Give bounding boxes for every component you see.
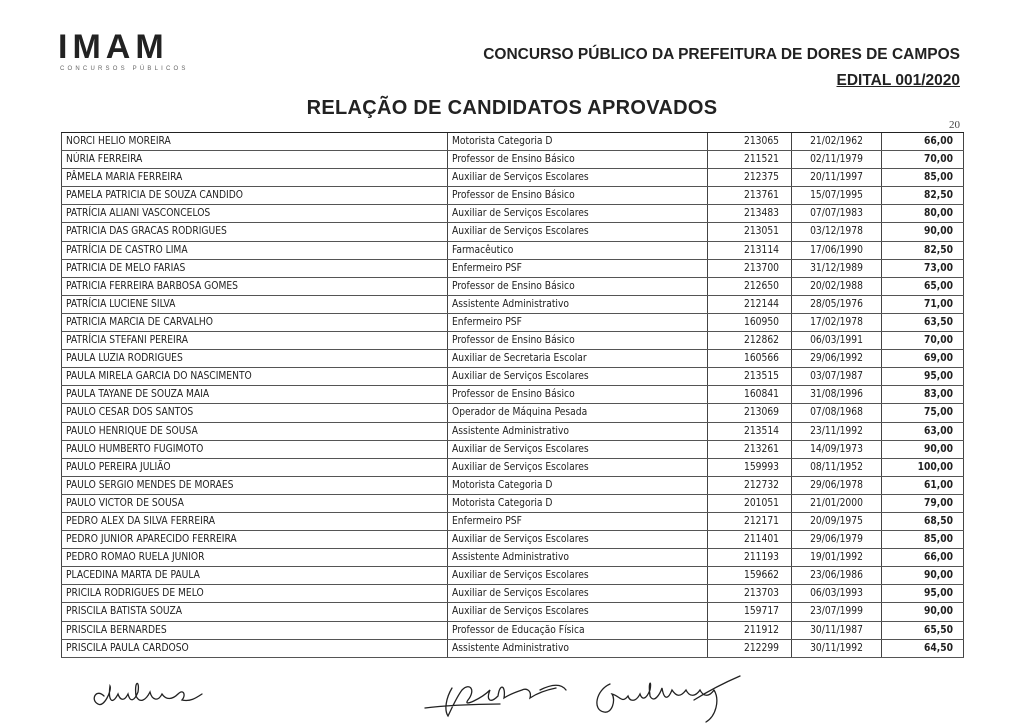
- job-title-cell: Assistente Administrativo: [447, 640, 707, 657]
- candidate-name-cell: PAULO PEREIRA JULIÃO: [61, 459, 447, 476]
- candidate-name-cell: PATRÍCIA DE CASTRO LIMA: [61, 242, 447, 259]
- table-row: [61, 531, 964, 549]
- table-row: [61, 404, 964, 422]
- job-title-cell: Enfermeiro PSF: [447, 314, 707, 331]
- score-cell: 70,00: [881, 151, 964, 168]
- table-row: [61, 296, 964, 314]
- candidate-name-cell: PRICILA RODRIGUES DE MELO: [61, 585, 447, 602]
- job-title-cell: Professor de Ensino Básico: [447, 386, 707, 403]
- birth-date-cell: 31/12/1989: [791, 260, 881, 277]
- birth-date-cell: 29/06/1992: [791, 350, 881, 367]
- score-cell: 66,00: [881, 549, 964, 566]
- score-cell: 73,00: [881, 260, 964, 277]
- birth-date-cell: 02/11/1979: [791, 151, 881, 168]
- birth-date-cell: 20/11/1997: [791, 169, 881, 186]
- registration-number-cell: 212650: [707, 278, 791, 295]
- score-cell: 75,00: [881, 404, 964, 421]
- score-cell: 68,50: [881, 513, 964, 530]
- table-row: [61, 513, 964, 531]
- table-row: [61, 187, 964, 205]
- birth-date-cell: 03/12/1978: [791, 223, 881, 240]
- candidate-name-cell: PAULO SERGIO MENDES DE MORAES: [61, 477, 447, 494]
- signature-2: [425, 685, 566, 716]
- table-row: [61, 441, 964, 459]
- registration-number-cell: 159717: [707, 603, 791, 620]
- table-row: [61, 603, 964, 621]
- score-cell: 63,00: [881, 423, 964, 440]
- table-row: [61, 278, 964, 296]
- job-title-cell: Motorista Categoria D: [447, 477, 707, 494]
- registration-number-cell: 213514: [707, 423, 791, 440]
- candidate-name-cell: PEDRO ALEX DA SILVA FERREIRA: [61, 513, 447, 530]
- table-row: [61, 151, 964, 169]
- birth-date-cell: 23/11/1992: [791, 423, 881, 440]
- birth-date-cell: 15/07/1995: [791, 187, 881, 204]
- score-cell: 83,00: [881, 386, 964, 403]
- registration-number-cell: 213114: [707, 242, 791, 259]
- table-row: [61, 368, 964, 386]
- job-title-cell: Enfermeiro PSF: [447, 513, 707, 530]
- birth-date-cell: 14/09/1973: [791, 441, 881, 458]
- table-row: [61, 549, 964, 567]
- job-title-cell: Motorista Categoria D: [447, 133, 707, 150]
- signature-1: [94, 683, 202, 704]
- signatures: [0, 660, 1024, 727]
- birth-date-cell: 29/06/1979: [791, 531, 881, 548]
- table-row: [61, 386, 964, 404]
- birth-date-cell: 20/02/1988: [791, 278, 881, 295]
- table-row: [61, 459, 964, 477]
- candidate-name-cell: PÂMELA MARIA FERREIRA: [61, 169, 447, 186]
- birth-date-cell: 03/07/1987: [791, 368, 881, 385]
- score-cell: 95,00: [881, 368, 964, 385]
- score-cell: 71,00: [881, 296, 964, 313]
- score-cell: 90,00: [881, 567, 964, 584]
- registration-number-cell: 213051: [707, 223, 791, 240]
- table-row: [61, 133, 964, 151]
- job-title-cell: Auxiliar de Serviços Escolares: [447, 603, 707, 620]
- candidate-name-cell: PAULO HENRIQUE DE SOUSA: [61, 423, 447, 440]
- table-row: [61, 314, 964, 332]
- table-row: [61, 423, 964, 441]
- job-title-cell: Auxiliar de Serviços Escolares: [447, 368, 707, 385]
- candidate-name-cell: PATRICIA DAS GRACAS RODRIGUES: [61, 223, 447, 240]
- birth-date-cell: 23/06/1986: [791, 567, 881, 584]
- job-title-cell: Auxiliar de Serviços Escolares: [447, 567, 707, 584]
- registration-number-cell: 211401: [707, 531, 791, 548]
- job-title-cell: Professor de Ensino Básico: [447, 151, 707, 168]
- registration-number-cell: 213261: [707, 441, 791, 458]
- registration-number-cell: 211521: [707, 151, 791, 168]
- birth-date-cell: 23/07/1999: [791, 603, 881, 620]
- candidate-name-cell: PAULO VICTOR DE SOUSA: [61, 495, 447, 512]
- approved-candidates-table: [61, 132, 964, 658]
- birth-date-cell: 21/02/1962: [791, 133, 881, 150]
- score-cell: 85,00: [881, 531, 964, 548]
- table-row: [61, 242, 964, 260]
- birth-date-cell: 21/01/2000: [791, 495, 881, 512]
- job-title-cell: Operador de Máquina Pesada: [447, 404, 707, 421]
- registration-number-cell: 160950: [707, 314, 791, 331]
- table-row: [61, 640, 964, 658]
- registration-number-cell: 212144: [707, 296, 791, 313]
- score-cell: 82,50: [881, 187, 964, 204]
- registration-number-cell: 211912: [707, 622, 791, 639]
- document-header-title: CONCURSO PÚBLICO DA PREFEITURA DE DORES DE CAMPOS: [483, 46, 960, 63]
- registration-number-cell: 213515: [707, 368, 791, 385]
- job-title-cell: Auxiliar de Serviços Escolares: [447, 169, 707, 186]
- score-cell: 70,00: [881, 332, 964, 349]
- candidate-name-cell: PAULO CESAR DOS SANTOS: [61, 404, 447, 421]
- table-row: [61, 350, 964, 368]
- table-row: [61, 495, 964, 513]
- candidate-name-cell: PATRICIA DE MELO FARIAS: [61, 260, 447, 277]
- edital-number: EDITAL 001/2020: [836, 72, 960, 89]
- job-title-cell: Auxiliar de Serviços Escolares: [447, 223, 707, 240]
- logo-subtitle: CONCURSOS PÚBLICOS: [60, 66, 189, 72]
- score-cell: 90,00: [881, 441, 964, 458]
- imam-logo: [58, 30, 189, 72]
- score-cell: 79,00: [881, 495, 964, 512]
- score-cell: 90,00: [881, 603, 964, 620]
- candidate-name-cell: PAULO HUMBERTO FUGIMOTO: [61, 441, 447, 458]
- job-title-cell: Auxiliar de Serviços Escolares: [447, 205, 707, 222]
- registration-number-cell: 212375: [707, 169, 791, 186]
- registration-number-cell: 213703: [707, 585, 791, 602]
- score-cell: 82,50: [881, 242, 964, 259]
- table-row: [61, 223, 964, 241]
- candidate-name-cell: PATRICIA FERREIRA BARBOSA GOMES: [61, 278, 447, 295]
- score-cell: 65,50: [881, 622, 964, 639]
- score-cell: 85,00: [881, 169, 964, 186]
- birth-date-cell: 06/03/1993: [791, 585, 881, 602]
- job-title-cell: Enfermeiro PSF: [447, 260, 707, 277]
- candidate-name-cell: PAULA MIRELA GARCIA DO NASCIMENTO: [61, 368, 447, 385]
- job-title-cell: Auxiliar de Serviços Escolares: [447, 441, 707, 458]
- table-row: [61, 622, 964, 640]
- candidate-name-cell: PAMELA PATRICIA DE SOUZA CANDIDO: [61, 187, 447, 204]
- page-number: 20: [949, 119, 960, 131]
- registration-number-cell: 212732: [707, 477, 791, 494]
- registration-number-cell: 213700: [707, 260, 791, 277]
- birth-date-cell: 06/03/1991: [791, 332, 881, 349]
- table-row: [61, 477, 964, 495]
- candidate-name-cell: PAULA LUZIA RODRIGUES: [61, 350, 447, 367]
- table-row: [61, 332, 964, 350]
- job-title-cell: Professor de Ensino Básico: [447, 278, 707, 295]
- score-cell: 69,00: [881, 350, 964, 367]
- candidate-name-cell: NORCI HELIO MOREIRA: [61, 133, 447, 150]
- birth-date-cell: 20/09/1975: [791, 513, 881, 530]
- registration-number-cell: 213065: [707, 133, 791, 150]
- birth-date-cell: 17/02/1978: [791, 314, 881, 331]
- job-title-cell: Professor de Ensino Básico: [447, 187, 707, 204]
- registration-number-cell: 159993: [707, 459, 791, 476]
- candidate-name-cell: PAULA TAYANE DE SOUZA MAIA: [61, 386, 447, 403]
- signature-3: [597, 676, 740, 722]
- candidate-name-cell: PLACEDINA MARTA DE PAULA: [61, 567, 447, 584]
- list-title: RELAÇÃO DE CANDIDATOS APROVADOS: [306, 97, 718, 119]
- table-row: [61, 585, 964, 603]
- registration-number-cell: 212299: [707, 640, 791, 657]
- birth-date-cell: 28/05/1976: [791, 296, 881, 313]
- registration-number-cell: 201051: [707, 495, 791, 512]
- candidate-name-cell: PEDRO JUNIOR APARECIDO FERREIRA: [61, 531, 447, 548]
- job-title-cell: Assistente Administrativo: [447, 423, 707, 440]
- candidate-name-cell: PEDRO ROMAO RUELA JUNIOR: [61, 549, 447, 566]
- birth-date-cell: 08/11/1952: [791, 459, 881, 476]
- registration-number-cell: 213761: [707, 187, 791, 204]
- job-title-cell: Auxiliar de Serviços Escolares: [447, 531, 707, 548]
- score-cell: 64,50: [881, 640, 964, 657]
- candidate-name-cell: PRISCILA BATISTA SOUZA: [61, 603, 447, 620]
- registration-number-cell: 211193: [707, 549, 791, 566]
- birth-date-cell: 29/06/1978: [791, 477, 881, 494]
- birth-date-cell: 30/11/1987: [791, 622, 881, 639]
- birth-date-cell: 31/08/1996: [791, 386, 881, 403]
- birth-date-cell: 17/06/1990: [791, 242, 881, 259]
- score-cell: 80,00: [881, 205, 964, 222]
- table-row: [61, 205, 964, 223]
- score-cell: 61,00: [881, 477, 964, 494]
- score-cell: 100,00: [881, 459, 964, 476]
- job-title-cell: Auxiliar de Secretaria Escolar: [447, 350, 707, 367]
- registration-number-cell: 160566: [707, 350, 791, 367]
- table-row: [61, 567, 964, 585]
- registration-number-cell: 212171: [707, 513, 791, 530]
- candidate-name-cell: PATRÍCIA ALIANI VASCONCELOS: [61, 205, 447, 222]
- candidate-name-cell: PATRÍCIA STEFANI PEREIRA: [61, 332, 447, 349]
- job-title-cell: Professor de Educação Física: [447, 622, 707, 639]
- birth-date-cell: 30/11/1992: [791, 640, 881, 657]
- birth-date-cell: 07/07/1983: [791, 205, 881, 222]
- registration-number-cell: 212862: [707, 332, 791, 349]
- birth-date-cell: 19/01/1992: [791, 549, 881, 566]
- job-title-cell: Assistente Administrativo: [447, 549, 707, 566]
- job-title-cell: Professor de Ensino Básico: [447, 332, 707, 349]
- table-row: [61, 169, 964, 187]
- job-title-cell: Auxiliar de Serviços Escolares: [447, 585, 707, 602]
- score-cell: 63,50: [881, 314, 964, 331]
- registration-number-cell: 160841: [707, 386, 791, 403]
- candidate-name-cell: PRISCILA BERNARDES: [61, 622, 447, 639]
- candidate-name-cell: PATRICIA MARCIA DE CARVALHO: [61, 314, 447, 331]
- registration-number-cell: 213483: [707, 205, 791, 222]
- job-title-cell: Farmacêutico: [447, 242, 707, 259]
- job-title-cell: Assistente Administrativo: [447, 296, 707, 313]
- candidate-name-cell: NÚRIA FERREIRA: [61, 151, 447, 168]
- job-title-cell: Auxiliar de Serviços Escolares: [447, 459, 707, 476]
- logo-wordmark: IMAM: [58, 28, 169, 66]
- registration-number-cell: 213069: [707, 404, 791, 421]
- candidate-name-cell: PATRÍCIA LUCIENE SILVA: [61, 296, 447, 313]
- job-title-cell: Motorista Categoria D: [447, 495, 707, 512]
- birth-date-cell: 07/08/1968: [791, 404, 881, 421]
- score-cell: 65,00: [881, 278, 964, 295]
- score-cell: 90,00: [881, 223, 964, 240]
- candidate-name-cell: PRISCILA PAULA CARDOSO: [61, 640, 447, 657]
- registration-number-cell: 159662: [707, 567, 791, 584]
- table-row: [61, 260, 964, 278]
- score-cell: 66,00: [881, 133, 964, 150]
- score-cell: 95,00: [881, 585, 964, 602]
